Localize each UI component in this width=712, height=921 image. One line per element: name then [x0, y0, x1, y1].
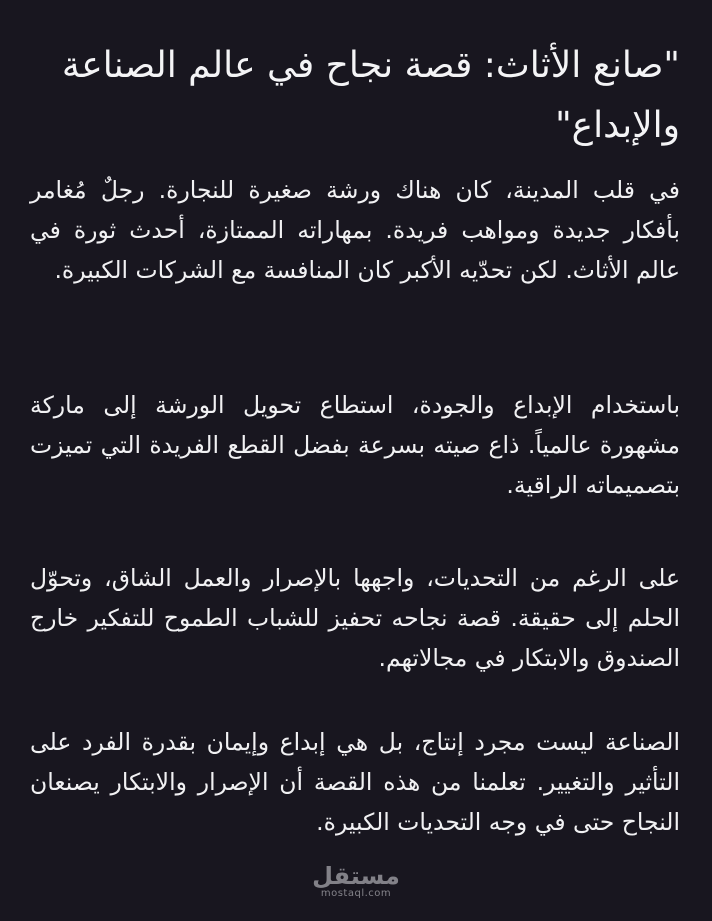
watermark-logo-text: مستقل: [312, 862, 400, 890]
paragraph-4: الصناعة ليست مجرد إنتاج، بل هي إبداع وإيمان بقدرة الفرد على التأثير والتغيير. تعلمنا من هذه القصة أن الإصرار والابتكار يصنعان النجاح حتى في وجه التحديات الكبيرة.: [30, 728, 680, 836]
document-title: "صانع الأثاث: قصة نجاح في عالم الصناعة والإبداع": [61, 45, 680, 146]
paragraph-1: في قلب المدينة، كان هناك ورشة صغيرة للنجارة. رجلٌ مُغامر بأفكار جديدة ومواهب فريدة. بمهاراته الممتازة، أحدث ثورة في عالم الأثاث. لكن تحدّيه الأكبر كان المنافسة مع الشركات الكبيرة.: [30, 176, 680, 284]
watermark-domain: mostaql.com: [320, 888, 392, 899]
paragraph-3: على الرغم من التحديات، واجهها بالإصرار والعمل الشاق، وتحوّل الحلم إلى حقيقة. قصة نجاحه تحفيز للشباب الطموح للتفكير خارج الصندوق والابتكار في مجالاتهم.: [30, 564, 680, 672]
mostaql-watermark: [312, 864, 400, 900]
paragraph-2: باستخدام الإبداع والجودة، استطاع تحويل الورشة إلى ماركة مشهورة عالمياً. ذاع صيته بسرعة بفضل القطع الفريدة التي تميزت بتصميماته الراقية.: [30, 391, 680, 499]
